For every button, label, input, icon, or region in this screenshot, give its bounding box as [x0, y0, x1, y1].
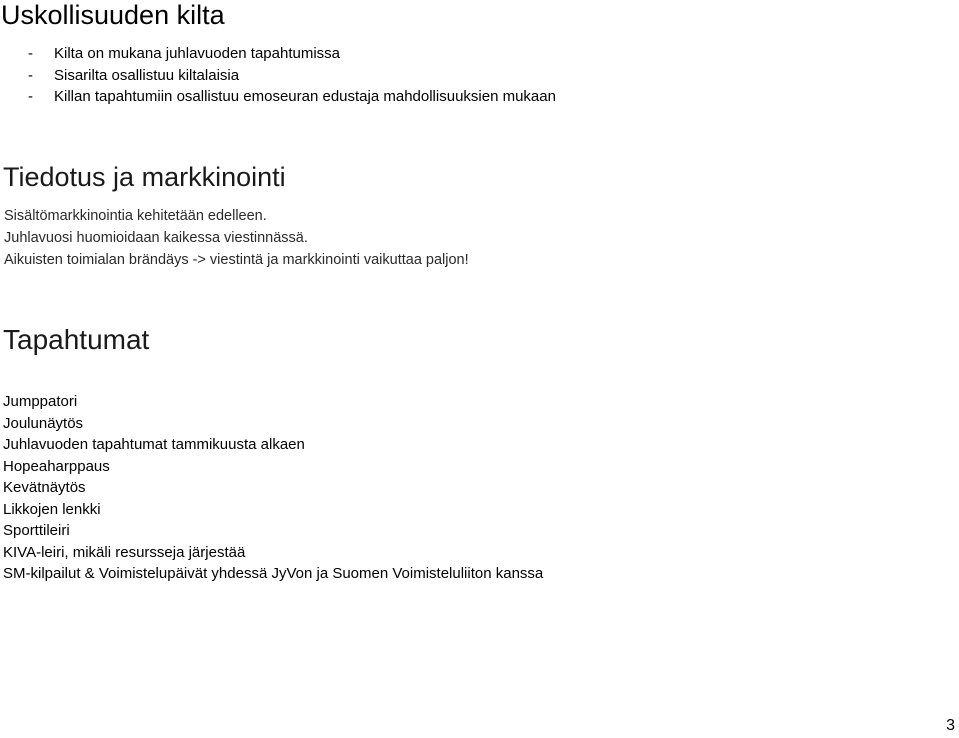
list-item: Jumppatori: [3, 393, 78, 410]
section-title-events: Tapahtumat: [3, 324, 150, 355]
list-item: [28, 86, 556, 108]
communication-lines: [4, 206, 469, 271]
bullet-marker: -: [28, 66, 33, 84]
list-item: KIVA-leiri, mikäli resursseja järjestää: [3, 543, 246, 561]
list-item-text: Killan tapahtumiin osallistuu emoseuran edustaja mahdollisuuksien mukaan: [54, 88, 556, 106]
text-line: Juhlavuosi huomioidaan kaikessa viestinnässä.: [4, 229, 308, 246]
list-item: [28, 43, 556, 65]
events-list: [3, 391, 543, 585]
list-item-text: Sisarilta osallistuu kiltalaisia: [54, 66, 240, 84]
section-title-loyalty: Uskollisuuden kilta: [1, 0, 225, 30]
list-item: Likkojen lenkki: [3, 500, 101, 518]
bullet-marker: -: [28, 88, 33, 106]
list-item: Kevätnäytös: [3, 479, 86, 497]
section-title-communication: Tiedotus ja markkinointi: [3, 162, 286, 192]
list-item-text: Kilta on mukana juhlavuoden tapahtumissa: [54, 45, 341, 62]
loyalty-bullet-list: [28, 43, 556, 108]
text-line: Sisältömarkkinointia kehitetään edelleen.: [4, 208, 267, 224]
page-number: 3: [946, 717, 955, 734]
text-line: Aikuisten toimialan brändäys -> viestintä ja markkinointi vaikuttaa paljon!: [4, 251, 469, 268]
list-item: SM-kilpailut & Voimistelupäivät yhdessä JyVon ja Suomen Voimisteluliiton kanssa: [3, 565, 544, 583]
list-item: [28, 65, 556, 87]
bullet-marker: -: [28, 45, 33, 62]
list-item: Joulunäytös: [3, 414, 84, 432]
list-item: Juhlavuoden tapahtumat tammikuusta alkaen: [3, 436, 305, 454]
list-item: Hopeaharppaus: [3, 457, 110, 475]
list-item: Sporttileiri: [3, 522, 70, 540]
